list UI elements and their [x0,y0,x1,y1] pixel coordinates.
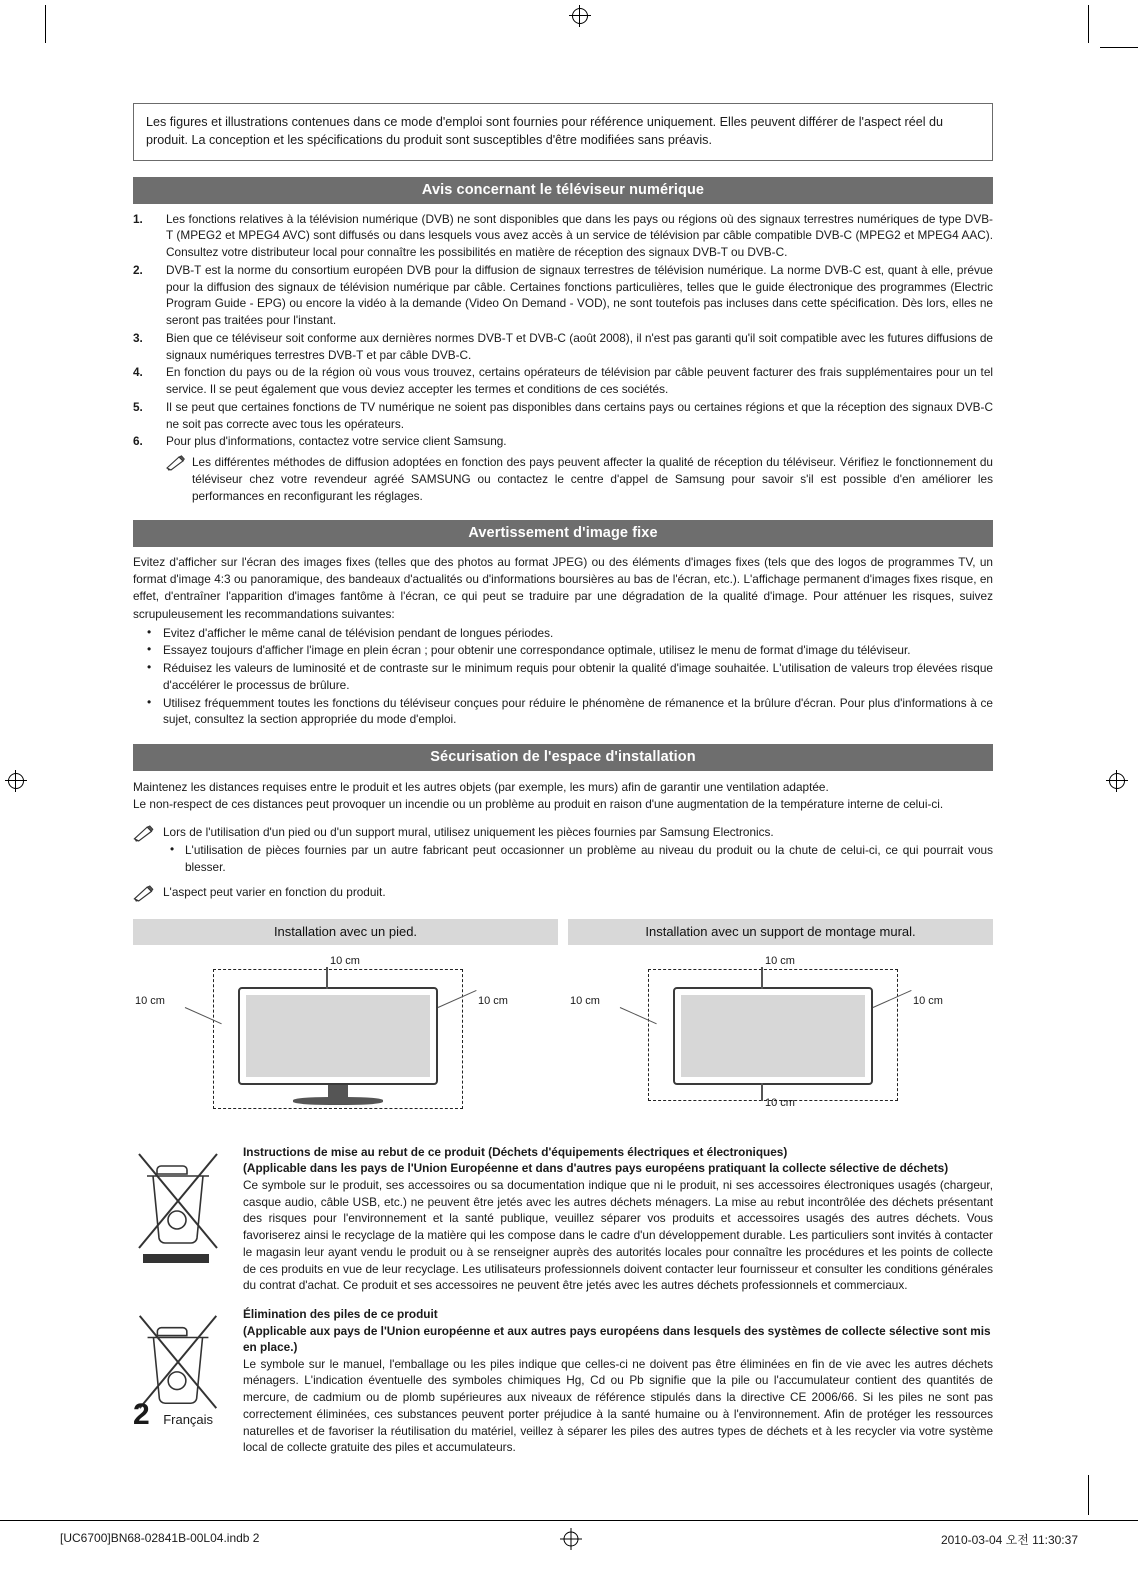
list-item: • Utilisez fréquemment toutes les fonctions du téléviseur conçues pour réduire le phénomène de rémanence et la brûlure d'écran. Pour plus d'informations à ce sujet, consultez la section appropriée du mode d'emploi. [133,695,993,729]
footer-timestamp: 2010-03-04 오전 11:30:37 [940,1533,1078,1547]
crop-mark-top-left-v [45,5,46,43]
install-note-1-bullets [163,842,993,876]
label-left: 10 cm [570,994,600,1007]
pencil-note-icon [166,454,192,504]
list-item-number: 5. [133,399,143,414]
install-diagram-wallmount [568,919,993,1130]
battery-bin-icon [133,1306,243,1456]
disposal-battery-block [133,1306,993,1456]
crop-mark-top-right-v [1088,5,1089,43]
install-diagram-stand [133,919,558,1130]
list-item-text: Bien que ce téléviseur soit conforme aux dernières normes DVB-T et DVB-C (août 2008), il n'est pas garanti qu'il soit compatible avec les futures diffusions de signaux numériques terrestres DVB-T et par câble DVB-C. [166,330,993,362]
install-diagram-wallmount-caption: Installation avec un support de montage mural. [568,919,993,945]
section-title-install: Sécurisation de l'espace d'installation [133,744,993,771]
list-item-text: Pour plus d'informations, contactez votre service client Samsung. [166,434,507,449]
pencil-note-icon [133,824,163,876]
registration-mark-left [5,770,27,792]
list-item-number: 1. [133,211,143,226]
list-item-number: 2. [133,262,143,277]
list-item [133,364,993,398]
disposal-battery-title-1: Élimination des piles de ce produit [243,1307,438,1322]
tv-screen [246,995,430,1077]
list-item-text: En fonction du pays ou de la région où vous vous trouvez, certains opérateurs de télévision par câble peuvent facturer des frais supplémentaires pour un tel service. Il se peut également que vous deviez accepter les termes et conditions de ces sociétés. [166,365,993,396]
registration-mark-top [569,5,591,27]
list-item: • L'utilisation de pièces fournies par un autre fabricant peut occasionner un problème au niveau du produit ou la chute de celui-ci, ce qui pourrait vous blesser. [163,842,993,876]
page-folio [133,1398,213,1432]
install-note-1 [133,824,993,876]
disclaimer-box: Les figures et illustrations contenues dans ce mode d'emploi sont fournies pour référence uniquement. Elles peuvent différer de l'aspect réel du produit. La conception et les spécifications du produit sont susceptibles d'être modifiées sans préavis. [133,103,993,161]
stand-diagram [133,955,558,1130]
list-item [133,330,993,364]
install-diagrams [133,919,993,1130]
digital-note-text: Les différentes méthodes de diffusion adoptées en fonction des pays peuvent affecter la qualité de réception du téléviseur. Vérifiez le fonctionnement du téléviseur chez votre revendeur agréé SAMSUNG ou contactez le centre d'appel de Samsung pour savoir s'il est possible d'en améliorer les performances en reconfigurant les réglages. [192,455,993,503]
image-warning-bullets [133,625,993,729]
registration-mark-footer [560,1528,582,1550]
disposal-battery-text: Le symbole sur le manuel, l'emballage ou les piles indique que celles-ci ne doivent pas être éliminées en fin de vie avec les autres déchets ménagers. L'indication éventuelle des symboles chimiques Hg, Cd ou Pb signifie que la pile ou l'accumulateur contient des quantités de mercure, de cadmium ou de plomb supérieures aux niveaux de référence stipulés dans la directive CE 2006/66. Si les piles ne sont pas correctement éliminées, ces substances peuvent porter préjudice à la santé humaine ou à l'environnement. Afin de protéger les ressources naturelles et de favoriser la réutilisation du matériel, veillez à séparer les piles des autres types de déchets et à les recycler via votre système local de collecte gratuite des piles et accumulateurs. [243,1356,993,1455]
disposal-product-title-2: (Applicable dans les pays de l'Union Européenne et dans d'autres pays européens pratiquant la collecte sélective de déchets) [243,1161,949,1176]
label-left: 10 cm [135,994,165,1007]
page-language: Français [163,1412,214,1427]
crop-mark-mid-right [1088,1475,1089,1515]
list-item [133,433,993,450]
digital-note [133,454,993,504]
list-item-number: 3. [133,330,143,345]
install-para-2: Le non-respect de ces distances peut provoquer un incendie ou un problème au produit en raison d'une augmentation de la température interne de celui-ci. [133,797,944,812]
tv-stand-base [293,1097,383,1105]
install-note-2-text: L'aspect peut varier en fonction du produit. [163,884,386,899]
footer-divider [0,1520,1138,1521]
list-item-number: 4. [133,365,143,380]
install-para-1: Maintenez les distances requises entre le produit et les autres objets (par exemple, les murs) afin de garantir une ventilation adaptée. [133,780,829,795]
leader-bottom [761,1083,763,1101]
list-item-text: Les fonctions relatives à la télévision numérique (DVB) ne sont disponibles que dans les pays ou régions où des signaux terrestres numériques de type DVB-T (MPEG2 et MPEG4 AVC) sont diffusés ou dans lesquels vous avez accès à un service de télévision par câble compatible DVB-C (MPEG2 et MPEG4 AAC). Consultez votre distributeur local pour connaître les possibilités en matière de réception des signaux DVB-T ou DVB-C. [166,211,993,259]
list-item [133,211,993,261]
install-diagram-stand-caption: Installation avec un pied. [133,919,558,945]
page-content [133,103,993,1456]
list-item-text: Il se peut que certaines fonctions de TV numérique ne soient pas disponibles dans certains pays ou certaines régions et que la réception des signaux DVB-C ne soit pas correcte avec tous les opérateurs. [166,399,993,431]
disposal-product-text: Ce symbole sur le produit, ses accessoires ou sa documentation indique que ni le produit, ni ses accessoires électroniques usagés (chargeur, casque audio, câble USB, etc.) ne peuvent être jetés avec les autres déchets ménagers. La mise au rebut incontrôlée des déchets présentant des risques pour l'environnement et la santé publique, veuillez séparer vos produits et accessoires usagés des autres déchets. Vous favoriserez ainsi le recyclage de la matière qui les compose dans le cadre d'un développement durable. Les particuliers sont invités à contacter le magasin leur ayant vendu le produit ou à se renseigner auprès des autorités locales pour connaître les procédures et les points de collecte de ces produits en vue de leur recyclage. Les utilisateurs professionnels doivent contacter leur fournisseur et consulter les conditions générales du contrat d'achat. Ce produit et ses accessoires ne peuvent être jetés avec les autres déchets professionnels et commerciaux. [243,1177,993,1293]
section-title-image: Avertissement d'image fixe [133,520,993,547]
label-top: 10 cm [765,954,795,967]
leader-top [326,967,328,989]
install-note-2 [133,884,993,907]
footer-filename: [UC6700]BN68-02841B-00L04.indb 2 [60,1531,260,1545]
disposal-product-title-1: Instructions de mise au rebut de ce produit (Déchets d'équipements électriques et électroniques) [243,1144,788,1159]
label-right: 10 cm [478,994,508,1007]
page-number: 2 [133,1398,150,1431]
label-right: 10 cm [913,994,943,1007]
list-item-number: 6. [133,434,143,449]
digital-notice-list [133,211,993,451]
label-top: 10 cm [330,954,360,967]
list-item-text: DVB-T est la norme du consortium européen DVB pour la diffusion de signaux terrestres de télévision numérique. La norme DVB-C est, quant à elle, prévue pour la diffusion des signaux de télévision numérique par câble. Certaines fonctions particulières, telles que le guide électronique des programmes (Electric Program Guide - EPG) ou encore la vidéo à la demande (Video On Demand - VOD), ne sont toutefois pas incluses dans cette spécification. Dès lors, elles ne seront pas traitées pour l'instant. [166,262,993,327]
list-item: • Réduisez les valeurs de luminosité et de contraste sur le minimum requis pour obtenir la qualité d'image souhaitée. L'utilisation de valeurs trop élevées risque d'accélérer le processus de brûlure. [133,660,993,694]
disposal-battery-title-2: (Applicable aux pays de l'Union européenne et aux autres pays européens dans lesquels des systèmes de collecte sélective sont mis en place.) [243,1323,991,1355]
leader-top [761,967,763,989]
list-item: • Essayez toujours d'afficher l'image en plein écran ; pour obtenir une correspondance optimale, utilisez le menu de format d'image du téléviseur. [133,642,993,659]
label-bottom: 10 cm [765,1096,795,1109]
crop-mark-top-right-h [1100,47,1138,48]
install-note-1-text: Lors de l'utilisation d'un pied ou d'un support mural, utilisez uniquement les pièces fournies par Samsung Electronics. [163,825,774,840]
list-item [133,262,993,329]
list-item [133,399,993,433]
image-warning-intro: Evitez d'afficher sur l'écran des images fixes (telles que des photos au format JPEG) ou des éléments d'images fixes (tels que des logos de programmes TV, un format d'image 4:3 ou panoramique, des bandeaux d'actualités ou d'informations boursières au bas de l'écran, etc.). L'affichage permanent d'images fixes risque, en effet, d'entraîner l'apparition d'images fantôme à l'écran, ce qui peut se traduire par une dégradation de la qualité d'image. Pour atténuer les risques, suivez scrupuleusement les recommandations suivantes: [133,555,993,621]
disposal-product-block [133,1144,993,1294]
list-item: • Evitez d'afficher le même canal de télévision pendant de longues périodes. [133,625,993,642]
wallmount-diagram [568,955,993,1130]
tv-screen [681,995,865,1077]
pencil-note-icon [133,884,163,907]
weee-bin-icon [133,1144,243,1294]
registration-mark-right [1106,770,1128,792]
section-title-digital: Avis concernant le téléviseur numérique [133,177,993,204]
